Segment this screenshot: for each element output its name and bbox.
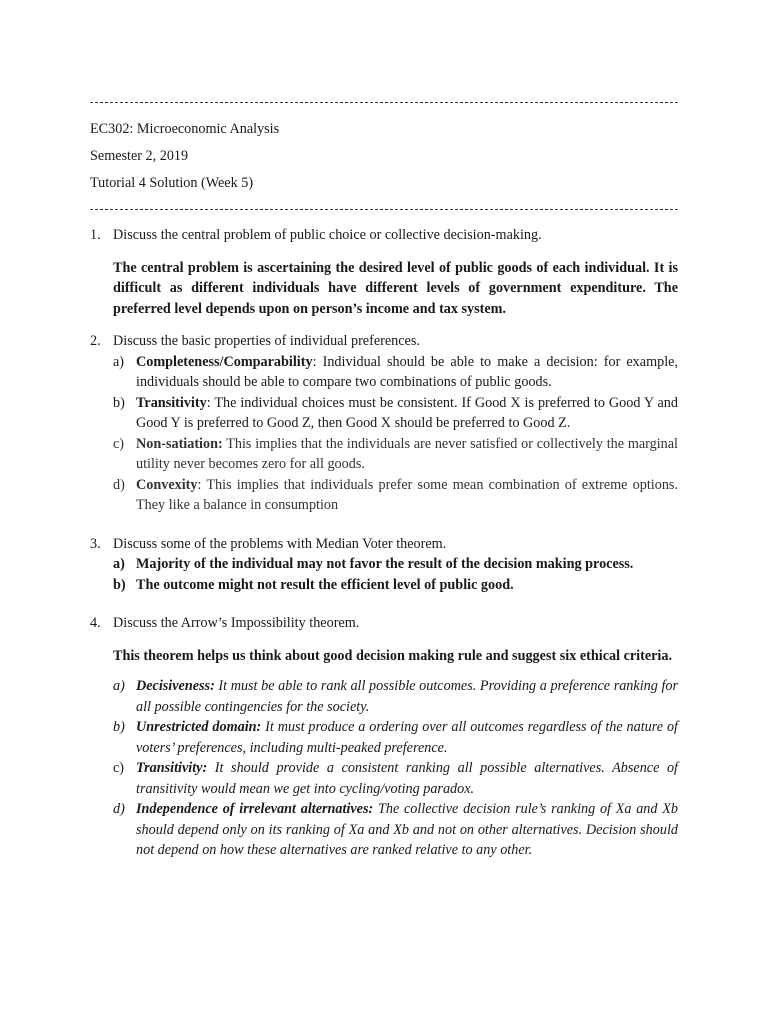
item-letter: c) [113,760,125,776]
item-separator: : [197,476,207,493]
item-letter: a) [113,678,125,694]
question-number: 4. [90,615,101,631]
list-item [113,352,678,393]
item-separator: : [312,353,323,370]
item-letter: c) [113,435,125,452]
question-number: 2. [90,333,101,349]
list-item [113,393,678,434]
item-term: Completeness/Comparability [136,353,313,370]
item-term: Transitivity: [136,760,208,776]
item-text [136,475,678,516]
question-text: Discuss some of the problems with Median Voter theorem. [113,535,447,552]
semester-label: Semester 2, 2019 [90,148,189,164]
list-item [113,434,678,475]
item-term: Independence of irrelevant alternatives: [136,801,374,817]
item-term: Convexity [136,476,198,493]
item-body: It must produce a ordering over all outcomes regardless of the nature of voters’ preferences, including multi-peaked preference. [136,719,678,756]
item-body: This implies that the individuals are never satisfied or collectively the marginal utility never becomes zero for all goods. [136,435,678,472]
item-body: The collective decision rule’s ranking of Xa and Xb should depend only on its ranking of Xa and Xb and not on other alternatives. Decision should not depend on how these alternatives are ranked relative to any other. [136,801,678,858]
item-letter: a) [113,556,125,572]
top-dashed-divider [90,102,678,103]
list-item [113,575,678,596]
item-letter: a) [113,353,125,370]
item-body: The individual choices must be consistent. If Good X is preferred to Good Y and Good Y is preferred to Good Z, then Good X should be preferred to Good Z. [136,394,678,431]
item-text: Majority of the individual may not favor the result of the decision making process. [136,556,634,572]
course-title: EC302: Microeconomic Analysis [90,121,280,137]
question-1 [90,225,678,246]
item-term: Unrestricted domain: [136,719,262,735]
item-term: Non-satiation: [136,435,223,452]
item-letter: b) [113,719,125,735]
question-number: 1. [90,227,101,243]
item-body: Individual should be able to make a decision: for example, individuals should be able to compare two combinations of public goods. [136,353,678,390]
item-term: Transitivity [136,394,207,411]
list-item [113,799,678,861]
list-item [113,475,678,516]
question-number: 3. [90,535,101,552]
item-letter: b) [113,576,126,593]
item-body: This implies that individuals prefer some mean combination of extreme options. They like a balance in consumption [136,476,678,513]
bottom-dashed-divider [90,209,678,210]
item-text [136,393,678,434]
item-text [136,799,678,861]
tutorial-label: Tutorial 4 Solution (Week 5) [90,175,254,191]
answer-1: The central problem is ascertaining the desired level of public goods of each individual. It is difficult as different individuals have different levels of government expenditure. The preferred level depends upon on person’s income and tax system. [113,259,678,317]
question-4 [90,613,678,634]
list-item [113,717,678,758]
question-text: Discuss the Arrow’s Impossibility theorem. [113,615,360,631]
item-text [136,717,678,758]
document-body [90,225,678,861]
question-2 [90,331,678,352]
item-body: It must be able to rank all possible outcomes. Providing a preference ranking for all possible contingencies for the society. [136,678,678,715]
item-text: The outcome might not result the efficient level of public good. [136,576,514,593]
item-body: It should provide a consistent ranking all possible alternatives. Absence of transitivity would mean we get into cycling/voting paradox. [136,760,678,797]
list-item [113,554,678,575]
question-3 [90,534,678,555]
item-separator: : [206,394,215,411]
item-text [136,758,678,799]
question-text: Discuss the central problem of public choice or collective decision-making. [113,227,542,243]
list-item [113,758,678,799]
question-text: Discuss the basic properties of individual preferences. [113,333,420,349]
answer-4: This theorem helps us think about good decision making rule and suggest six ethical criteria. [113,647,673,664]
item-text [136,352,678,393]
item-term: Decisiveness: [136,678,215,694]
list-item [113,676,678,717]
item-letter: b) [113,394,125,411]
item-letter: d) [113,476,125,493]
item-text [136,676,678,717]
item-text [136,434,678,475]
item-letter: d) [113,801,125,817]
